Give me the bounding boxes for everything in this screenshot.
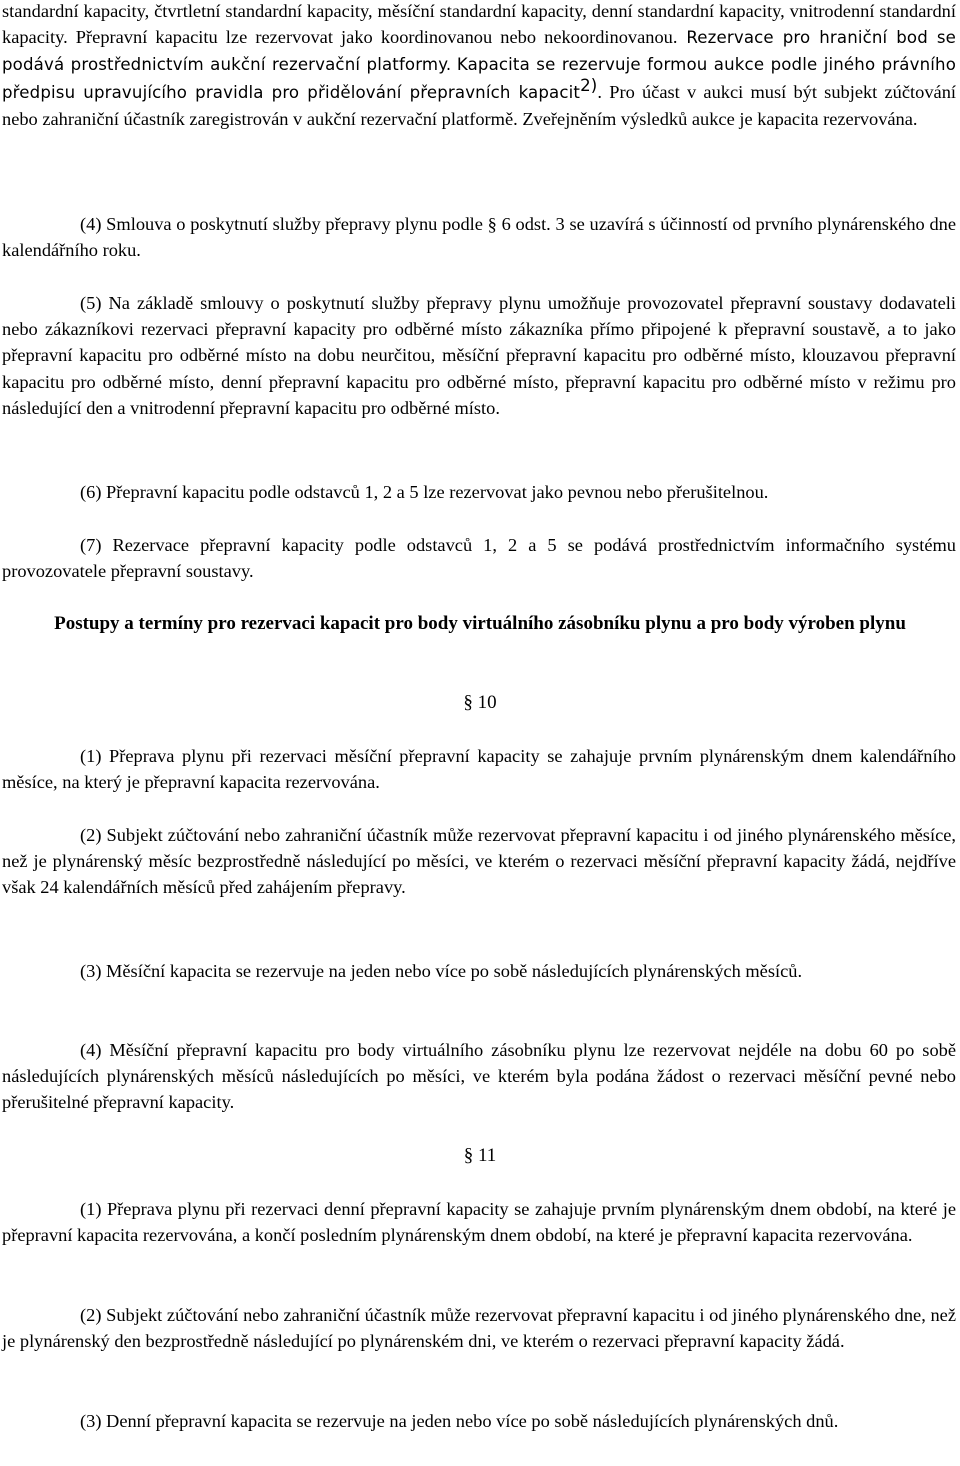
top-block	[0, 0, 960, 132]
section-11-paragraph-1: (1) Přeprava plynu při rezervaci denní přepravní kapacity se zahajuje prvním plynárenským dnem období, na které je přepravní kapacita rezervována, a končí posledním plynárenským dnem období, na které je přepravní kapacita rezervována.	[2, 1199, 956, 1246]
section-10-paragraph-4: (4) Měsíční přepravní kapacitu pro body virtuálního zásobníku plynu lze rezervovat nejdéle na dobu 60 po sobě následujících plynárenských měsíců následujících po měsíci, ve kterém byla podána žádost o rezervaci měsíční pevné nebo přerušitelné přepravní kapacity.	[2, 1040, 956, 1113]
paragraph-6: (6) Přepravní kapacitu podle odstavců 1, 2 a 5 lze rezervovat jako pevnou nebo přerušitelnou.	[80, 482, 769, 502]
paragraph-5: (5) Na základě smlouvy o poskytnutí služby přepravy plynu umožňuje provozovatel přepravní soustavy dodavateli nebo zákazníkovi rezervaci přepravní kapacity pro odběrné místo zákazníka přímo připojené k přepravní soustavě, a to jako přepravní kapacitu pro odběrné místo na dobu neurčitou, měsíční přepravní kapacitu pro odběrné místo, klouzavou přepravní kapacitu pro odběrné místo, denní přepravní kapacitu pro odběrné místo, přepravní kapacitu pro odběrné místo v režimu pro následující den a vnitrodenní přepravní kapacitu pro odběrné místo.	[2, 293, 956, 418]
paragraph-7: (7) Rezervace přepravní kapacity podle odstavců 1, 2 a 5 se podává prostřednictvím informačního systému provozovatele přepravní soustavy.	[2, 535, 956, 582]
section-10-paragraph-2: (2) Subjekt zúčtování nebo zahraniční účastník může rezervovat přepravní kapacitu i od jiného plynárenského měsíce, než je plynárenský měsíc bezprostředně následující po měsíci, ve kterém o rezervaci měsíční přepravní kapacity žádá, nejdříve však 24 kalendářních měsíců před zahájením přepravy.	[2, 825, 956, 898]
paragraph-continuation: standardní kapacity, čtvrtletní standardní kapacity, měsíční standardní kapacity, denní standardní kapacity, vnitrodenní standardní kapacity. Přepravní kapacitu lze rezervovat jako koordinovanou nebo nekoordinovanou. Rezervace pro hraniční bod se podává prostřednictvím aukční rezervační platformy. Kapacita se rezervuje formou aukce podle jiného právního předpisu upravujícího pravidla pro přidělování přepravních kapacit$^{2)}$. Pro účast v aukci musí být subjekt zúčtování nebo zahraniční účastník zaregistrován v aukční rezervační platformě. Zveřejněním výsledků aukce je kapacita rezervována.	[2, 1, 957, 129]
paragraph-4: (4) Smlouva o poskytnutí služby přepravy plynu podle § 6 odst. 3 se uzavírá s účinností od prvního plynárenského dne kalendářního roku.	[2, 214, 956, 261]
footnote-reference: 2)	[580, 75, 598, 95]
section-number-11: § 11	[463, 1145, 497, 1166]
section-number-10: § 10	[463, 692, 497, 713]
section-heading: Postupy a termíny pro rezervaci kapacit pro body virtuálního zásobníku plynu a pro body výroben plynu	[54, 613, 906, 634]
section-11-paragraph-2: (2) Subjekt zúčtování nebo zahraniční účastník může rezervovat přepravní kapacitu i od jiného plynárenského dne, než je plynárenský den bezprostředně následující po plynárenském dni, ve kterém o rezervaci přepravní kapacity žádá.	[2, 1305, 956, 1352]
section-10-paragraph-1: (1) Přeprava plynu při rezervaci měsíční přepravní kapacity se zahajuje prvním plynárenským dnem kalendářního měsíce, na který je přepravní kapacita rezervována.	[2, 746, 956, 793]
section-11-paragraph-3: (3) Denní přepravní kapacita se rezervuje na jeden nebo více po sobě následujících plynárenských dnů.	[80, 1411, 839, 1431]
section-10-paragraph-3: (3) Měsíční kapacita se rezervuje na jeden nebo více po sobě následujících plynárenských měsíců.	[80, 961, 803, 981]
